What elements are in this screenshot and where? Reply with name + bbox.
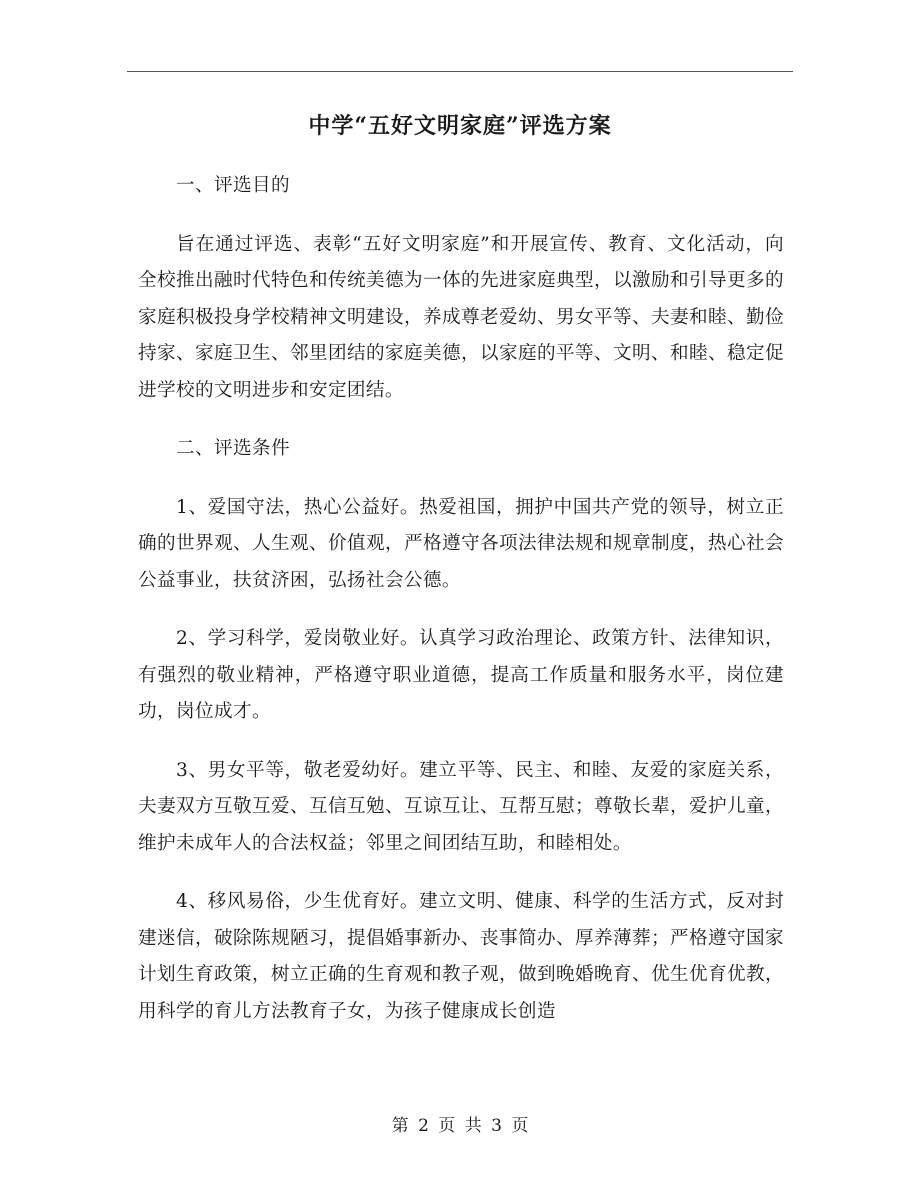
condition-item-3: 3、男女平等，敬老爱幼好。建立平等、民主、和睦、友爱的家庭关系，夫妻双方互敬互爱、互信互勉、互谅互让、互帮互慰；尊敬长辈，爱护儿童，维护未成年人的合法权益；邻里之间团结互助，和睦相处。 [138, 759, 784, 854]
section-purpose [138, 168, 784, 409]
header-rule [127, 71, 793, 72]
document-body [138, 168, 784, 1052]
page-number: 第 2 页 共 3 页 [391, 1116, 529, 1136]
paragraph: 旨在通过评选、表彰“五好文明家庭”和开展宣传、教育、文化活动，向全校推出融时代特色和传统美德为一体的先进家庭典型，以激励和引导更多的家庭积极投身学校精神文明建设，养成尊老爱幼、男女平等、夫妻和睦、勤俭持家、家庭卫生、邻里团结的家庭美德，以家庭的平等、文明、和睦、稳定促进学校的文明进步和安定团结。 [138, 233, 784, 401]
section-heading: 一、评选目的 [176, 175, 290, 196]
section-heading: 二、评选条件 [176, 438, 290, 459]
condition-item-1: 1、爱国守法，热心公益好。热爱祖国，拥护中国共产党的领导，树立正确的世界观、人生观、价值观，严格遵守各项法律法规和规章制度，热心社会公益事业，扶贫济困，弘扬社会公德。 [138, 496, 784, 591]
condition-item-2: 2、学习科学，爱岗敬业好。认真学习政治理论、政策方针、法律知识，有强烈的敬业精神，严格遵守职业道德，提高工作质量和服务水平，岗位建功，岗位成才。 [138, 628, 784, 722]
document-title: 中学“五好文明家庭”评选方案 [308, 113, 612, 139]
condition-item-4: 4、移风易俗，少生优育好。建立文明、健康、科学的生活方式，反对封建迷信，破除陈规陋习，提倡婚事新办、丧事简办、厚养薄葬；严格遵守国家计划生育政策，树立正确的生育观和教子观，做到晚婚晚育、优生优育优教，用科学的育儿方法教育子女，为孩子健康成长创造 [138, 891, 784, 1022]
section-conditions [138, 431, 784, 1030]
